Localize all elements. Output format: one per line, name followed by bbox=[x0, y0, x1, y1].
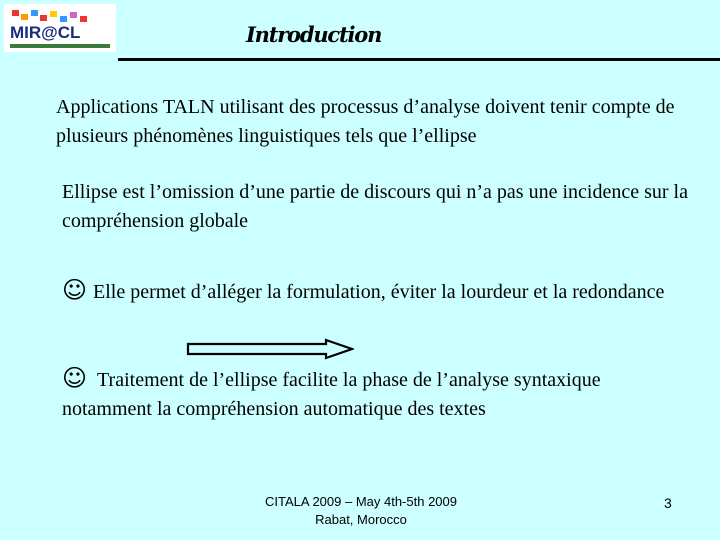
bullet-item bbox=[62, 364, 662, 424]
logo bbox=[4, 4, 116, 52]
bullet-item bbox=[62, 275, 682, 308]
bullet-text: Traitement de l’ellipse facilite la phase de l’analyse syntaxique notamment la compréhension automatique des textes bbox=[62, 369, 601, 420]
bullet-text: Elle permet d’alléger la formulation, éviter la lourdeur et la redondance bbox=[93, 281, 665, 303]
logo-tile bbox=[21, 14, 28, 20]
logo-tile bbox=[50, 11, 57, 17]
footer-location: Rabat, Morocco bbox=[315, 512, 407, 527]
logo-tile bbox=[80, 16, 87, 22]
slide-title: Introduction bbox=[246, 22, 382, 47]
title-rule bbox=[118, 58, 720, 61]
paragraph-applications: Applications TALN utilisant des processus d’analyse doivent tenir compte de plusieurs phénomènes linguistiques tels que l’ellipse bbox=[56, 96, 675, 147]
logo-tile bbox=[60, 16, 67, 22]
logo-tile bbox=[40, 15, 47, 21]
paragraph-ellipse-definition: Ellipse est l’omission d’une partie de discours qui n’a pas une incidence sur la compréhension globale bbox=[62, 181, 688, 232]
footer bbox=[232, 493, 490, 529]
logo-underline bbox=[10, 44, 110, 48]
double-right-arrow-icon bbox=[186, 337, 354, 361]
logo-tile bbox=[31, 10, 38, 16]
smiley-icon: ☺ bbox=[62, 276, 88, 304]
logo-tile bbox=[70, 12, 77, 18]
logo-tile bbox=[12, 10, 19, 16]
smiley-icon: ☺ bbox=[62, 364, 88, 392]
page-number: 3 bbox=[664, 495, 672, 511]
footer-conference: CITALA 2009 – May 4th-5th 2009 bbox=[265, 494, 457, 509]
logo-text: MIR@CL bbox=[10, 23, 81, 42]
